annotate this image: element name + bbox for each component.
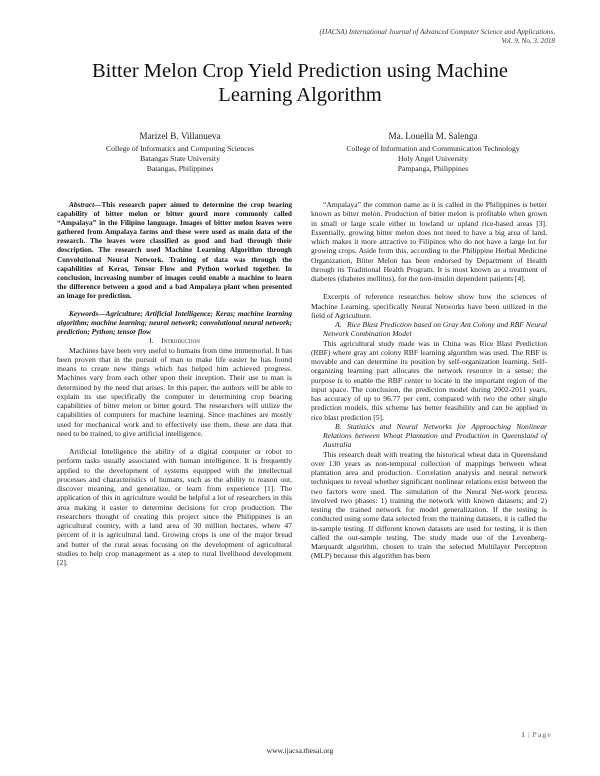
- journal-header-line1: (IJACSA) International Journal of Advanced Computer Science and Applications,: [319, 28, 555, 36]
- left-column: [57, 200, 292, 567]
- subsection-heading-a: [311, 320, 547, 339]
- section-heading-introduction: [57, 336, 292, 345]
- intro-paragraph-2: Artificial Intelligence the ability of a digital computer or robot to perform tasks usually associated with human intelligence. It is frequently applied to the development of systems equipped with the intellectual processes and characteristics of humans, such as the ability to reason out, discover meaning, and generalize, or learn from experience [1]. The application of this in agriculture would be helpful a lot of researchers in this area making it easier to determine decisions for crop production. The researchers thought of creating this project since the Philippines is an agricultural country, with a land area of 30 million hectares, where 47 percent of it is agricultural land. Growing crops is one of the major bread and butter of the rural areas focusing on the development of agricultural studies to help crop management as a step to rural livelihood development [2].: [57, 447, 292, 568]
- page-label: Page: [532, 730, 552, 739]
- section-number: I.: [149, 336, 154, 346]
- author-location: Batangas, Philippines: [146, 164, 214, 173]
- author-institution: Holy Angel University: [397, 154, 469, 163]
- subsection-title: Rice Blast Prediction based on Gray Ant Colony and RBF Neural Network Combination Model: [323, 320, 547, 339]
- right-paragraph-1: “Ampalaya” the common name as it is called in the Philippines is better known as bitter melon. Production of bitter melon is profitable when grown in small or large scale either in lowland or upland rice-based areas [3]. Essentially, growing bitter melon does not need to have a big area of land, which makes it more attractive to Filipinos who do not have a large lot for growing crops. Aside from this, according to the Philippine Herbal Medicine Organization, Bitter Melon has been endorsed by Department of Health through its Traditional Health Program. It is most known as a treatment of diabetes (diabetes mellitus), for the non-insulin dependent patients [4].: [311, 200, 547, 283]
- journal-header: [225, 28, 555, 46]
- author-block-1: [60, 130, 300, 174]
- subsection-a-text: This agricultural study made was in China was Rice Blast Prediction (RBF) where gray ant colony RBF learning algorithm was used. The RBF is movable and can determine its position by self-organization learning. Self-organizing learning part allocates the network resource in a sense; the purpose is to enable the RBF center to locate in the important region of the input space. The conclusion, the prediction model during 2002-2011 years, has accuracy of up to 96.77 per cent, compared with two the other single prediction models, this scheme has better feasibility and can be applied in rice blast prediction [5].: [311, 338, 547, 422]
- right-paragraph-2: Excerpts of reference researches below show how the sciences of Machine Learning, specifically Neural Networks have been utilized in the field of Agriculture.: [311, 292, 547, 320]
- section-title: Introduction: [161, 336, 200, 346]
- abstract-text: This research paper aimed to determine the crop bearing capability of bitter melon or bitter gourd more commonly called “Ampalaya” in the Filipino language. Images of bitter melon leaves were gathered from Ampalaya farms and these were used as main data of the research. The leaves were classified as good and bad through their description. The research used Machine Learning Algorithm through Convolutional Neural Network. Training of data was through the capabilities of Keras, Tensor Flow and Python worked together. In conclusion, increasing number of images could enable a machine to learn the difference between a good and a bad Ampalaya plant when presented an image for prediction.: [57, 200, 292, 300]
- subsection-title: Statistics and Neural Networks for Approaching Nonlinear Relations between Wheat Plantation and Production in Queensland of Australia: [323, 421, 547, 450]
- abstract: [57, 200, 292, 300]
- journal-header-line2: Vol. 9, No. 3, 2018: [501, 37, 555, 45]
- page-number: [521, 730, 552, 739]
- author-affiliation: College of Information and Communication Technology: [346, 144, 520, 153]
- page-divider: |: [527, 730, 530, 739]
- subsection-label: A.: [335, 320, 342, 329]
- author-block-2: [303, 130, 563, 174]
- keywords-text: Agriculture; Artificial Intelligence; Keras; machine learning algorithm; machine learning; neural network; convolutional neural network; prediction; Python; tensor flow: [57, 309, 292, 337]
- author-affiliation: College of Informatics and Computing Sciences: [106, 144, 254, 153]
- paper-title: Bitter Melon Crop Yield Prediction using Machine Learning Algorithm: [91, 60, 509, 106]
- author-name: Ma. Louella M. Salenga: [388, 131, 478, 141]
- author-location: Pampanga, Philippines: [397, 164, 469, 173]
- right-column: [311, 200, 547, 561]
- footer-url: www.ijacsa.thesai.org: [266, 746, 334, 755]
- page-number-value: 1: [521, 730, 525, 739]
- intro-paragraph-1: Machines have been very useful to humans from time immemorial. It has been proven that in the pursuit of man to make life easier he has found means to create new things which has helped him achieved progress. Machines vary from each other upon their inception. Their use to man is determined by the need that arises. In this paper, the authors will be able to explain its use specifically the computer in determining crop bearing capabilities of bitter melon or bitter gourd. The researchers will utilize the capabilities of computers for machine learning. Since machines are mostly used for mechanical work and to effectively use them, these are data that need to be trained, to give artificial intelligence.: [57, 345, 292, 438]
- subsection-heading-b: [311, 422, 547, 450]
- subsection-b-text: This research dealt with treating the historical wheat data in Queensland over 130 years as non-temporal collection of mappings between wheat plantation area and production. Correlation analysis and neural network techniques to reveal whether significant nonlinear relations exist between the two factors were used. The simulation of the Neural Net-work process involved two phases: 1) training the network with known datasets; and 2) testing the trained network for model generalization. If the testing is conducted using some data selected from the training datasets, it is called the in-sample testing. If different known datasets are used for testing, it is then called the out-sample testing. The study made use of the Levenberg-Marquardt algorithm, chosen to train the selected Multilayer Perceptron (MLP) because this algorithm has been: [311, 449, 547, 561]
- author-institution: Batangas State University: [140, 154, 220, 163]
- author-name: Marizel B. Villanueva: [139, 131, 221, 141]
- abstract-label: Abstract—: [69, 200, 102, 209]
- keywords-label: Keywords—: [69, 309, 106, 319]
- subsection-label: B.: [335, 421, 342, 431]
- keywords: [57, 309, 292, 336]
